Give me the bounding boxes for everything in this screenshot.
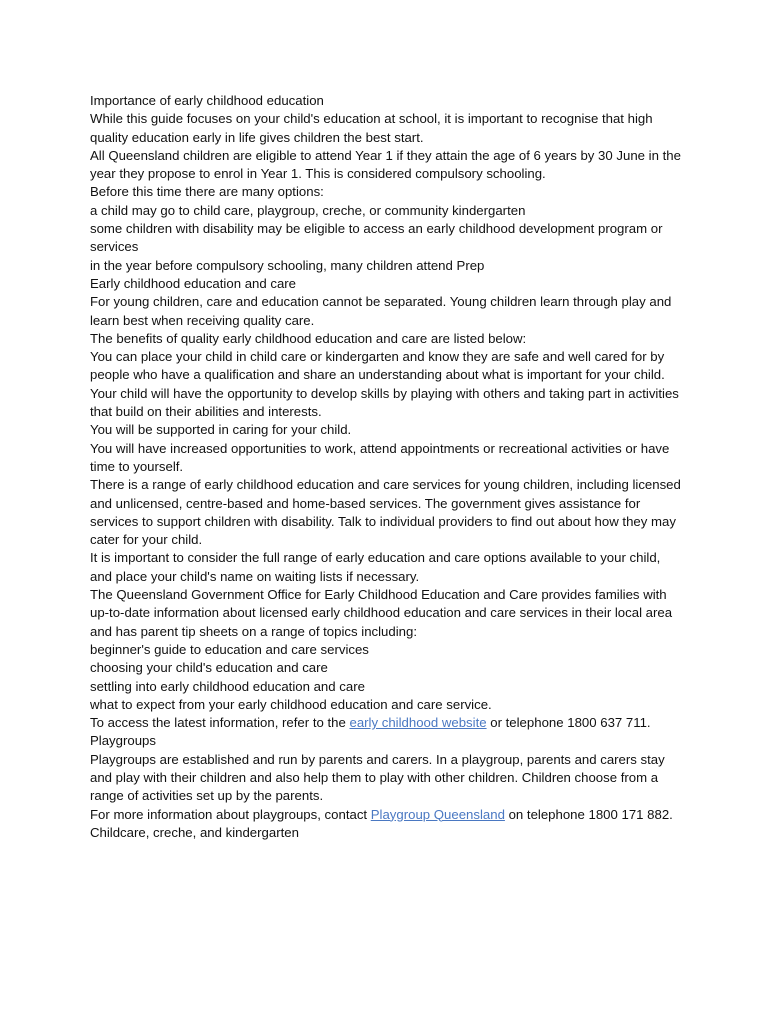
list-item-child-care: a child may go to child care, playgroup, creche, or community kindergarten — [90, 202, 526, 218]
document-body — [90, 92, 682, 842]
paragraph-care-education: For young children, care and education cannot be separated. Young children learn through play and learn best when receiving quality care. — [90, 294, 672, 328]
playgroups-contact-before: For more information about playgroups, contact — [90, 806, 371, 822]
list-item-prep: in the year before compulsory schooling, many children attend Prep — [90, 257, 485, 273]
heading-early-childhood: Early childhood education and care — [90, 275, 297, 291]
paragraph-access-info — [90, 714, 682, 732]
playgroups-contact-after: on telephone 1800 171 882. — [504, 806, 673, 822]
paragraph-playgroups-contact — [90, 806, 682, 824]
paragraph-options-intro: Before this time there are many options: — [90, 184, 324, 200]
topic-beginners-guide: beginner's guide to education and care services — [90, 641, 369, 657]
paragraph-government-office: The Queensland Government Office for Early Childhood Education and Care provides families with up-to-date information about licensed early childhood education and care services in their local area and has parent tip sheets on a range of topics including: — [90, 587, 673, 639]
paragraph-eligibility: All Queensland children are eligible to attend Year 1 if they attain the age of 6 years by 30 June in the year they propose to enrol in Year 1. This is considered compulsory schooling. — [90, 147, 681, 182]
list-item-disability: some children with disability may be eligible to access an early childhood development program or services — [90, 221, 663, 255]
topic-what-to-expect: what to expect from your early childhood education and care service. — [90, 696, 492, 712]
topic-choosing: choosing your child's education and care — [90, 660, 328, 676]
paragraph-guide-focus: While this guide focuses on your child's education at school, it is important to recognise that high quality education early in life gives children the best start. — [90, 111, 653, 145]
playgroup-queensland-link[interactable]: Playgroup Queensland — [370, 806, 505, 822]
heading-importance: Importance of early childhood education — [90, 93, 324, 108]
heading-playgroups: Playgroups — [90, 733, 156, 749]
access-text-after: or telephone 1800 637 711. — [486, 715, 651, 731]
heading-childcare: Childcare, creche, and kindergarten — [90, 824, 299, 840]
benefit-safe-care: You can place your child in child care or kindergarten and know they are safe and well cared for by people who have a qualification and share an understanding about what is important for your child. — [90, 349, 665, 383]
early-childhood-website-link[interactable]: early childhood website — [349, 715, 487, 731]
topic-settling: settling into early childhood education and care — [90, 678, 365, 694]
paragraph-range-of-services: There is a range of early childhood education and care services for young children, including licensed and unlicensed, centre-based and home-based services. The government gives assistance for services to support children with disability. Talk to individual providers to find out about how they may cater for your child. — [90, 477, 681, 548]
access-text-before: To access the latest information, refer to the — [90, 715, 350, 731]
paragraph-consider-options: It is important to consider the full range of early education and care options available to your child, and place your child's name on waiting lists if necessary. — [90, 550, 661, 584]
benefit-opportunities: You will have increased opportunities to work, attend appointments or recreational activities or have time to yourself. — [90, 440, 670, 474]
paragraph-playgroups: Playgroups are established and run by parents and carers. In a playgroup, parents and carers stay and play with their children and also help them to play with other children. Children choose from a range of activities set up by the parents. — [90, 751, 665, 804]
benefit-support: You will be supported in caring for your child. — [90, 422, 352, 438]
benefit-skills: Your child will have the opportunity to develop skills by playing with others and taking part in activities that build on their abilities and interests. — [90, 385, 679, 420]
paragraph-benefits-intro: The benefits of quality early childhood education and care are listed below: — [90, 330, 527, 346]
